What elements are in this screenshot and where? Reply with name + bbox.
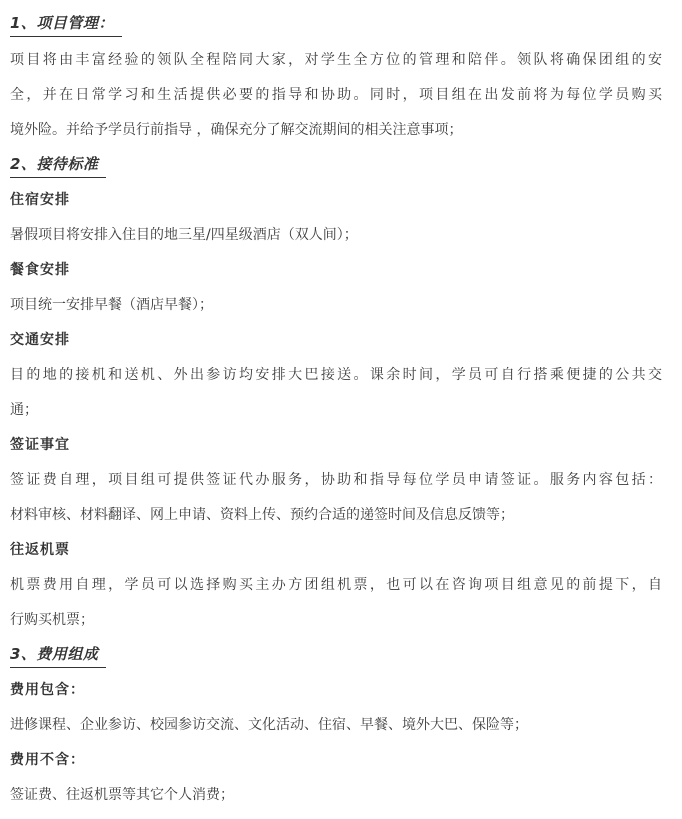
paragraph-line: 全，并在日常学习和生活提供必要的指导和协助。同时，项目组在出发前将为每位学员购买 — [10, 87, 662, 103]
subheading-fees-included: 费用包含： — [10, 682, 85, 698]
paragraph-line: 目的地的接机和送机、外出参访均安排大巴接送。课余时间，学员可自行搭乘便捷的公共交 — [10, 367, 662, 383]
paragraph-line: 签证费、往返机票等其它个人消费； — [10, 787, 234, 803]
subheading-transport: 交通安排 — [10, 332, 70, 348]
paragraph-line: 机票费用自理，学员可以选择购买主办方团组机票，也可以在咨询项目组意见的前提下，自 — [10, 577, 662, 593]
subheading-accommodation: 住宿安排 — [10, 192, 70, 208]
paragraph-line: 项目统一安排早餐（酒店早餐）； — [10, 297, 213, 313]
section-title-project-management: 1、项目管理： — [10, 12, 122, 37]
paragraph-line: 进修课程、企业参访、校园参访交流、文化活动、住宿、早餐、境外大巴、保险等； — [10, 717, 528, 733]
subheading-flights: 往返机票 — [10, 542, 70, 558]
section-title-reception-standards: 2、接待标准 — [10, 153, 106, 178]
paragraph-line: 通； — [10, 402, 38, 418]
paragraph-line: 境外险。并给予学员行前指导 ，确保充分了解交流期间的相关注意事项； — [10, 122, 463, 138]
subheading-visa: 签证事宜 — [10, 437, 70, 453]
paragraph-line: 行购买机票； — [10, 612, 94, 628]
paragraph-line: 材料审核、材料翻译、网上申请、资料上传、预约合适的递签时间及信息反馈等； — [10, 507, 514, 523]
paragraph-line: 暑假项目将安排入住目的地三星/四星级酒店（双人间）； — [10, 227, 358, 243]
paragraph-line: 签证费自理，项目组可提供签证代办服务，协助和指导每位学员申请签证。服务内容包括： — [10, 472, 662, 488]
subheading-fees-excluded: 费用不含： — [10, 752, 85, 768]
paragraph-line: 项目将由丰富经验的领队全程陪同大家，对学生全方位的管理和陪伴。领队将确保团组的安 — [10, 52, 662, 68]
subheading-meals: 餐食安排 — [10, 262, 70, 278]
section-title-fee-composition: 3、费用组成 — [10, 643, 106, 668]
